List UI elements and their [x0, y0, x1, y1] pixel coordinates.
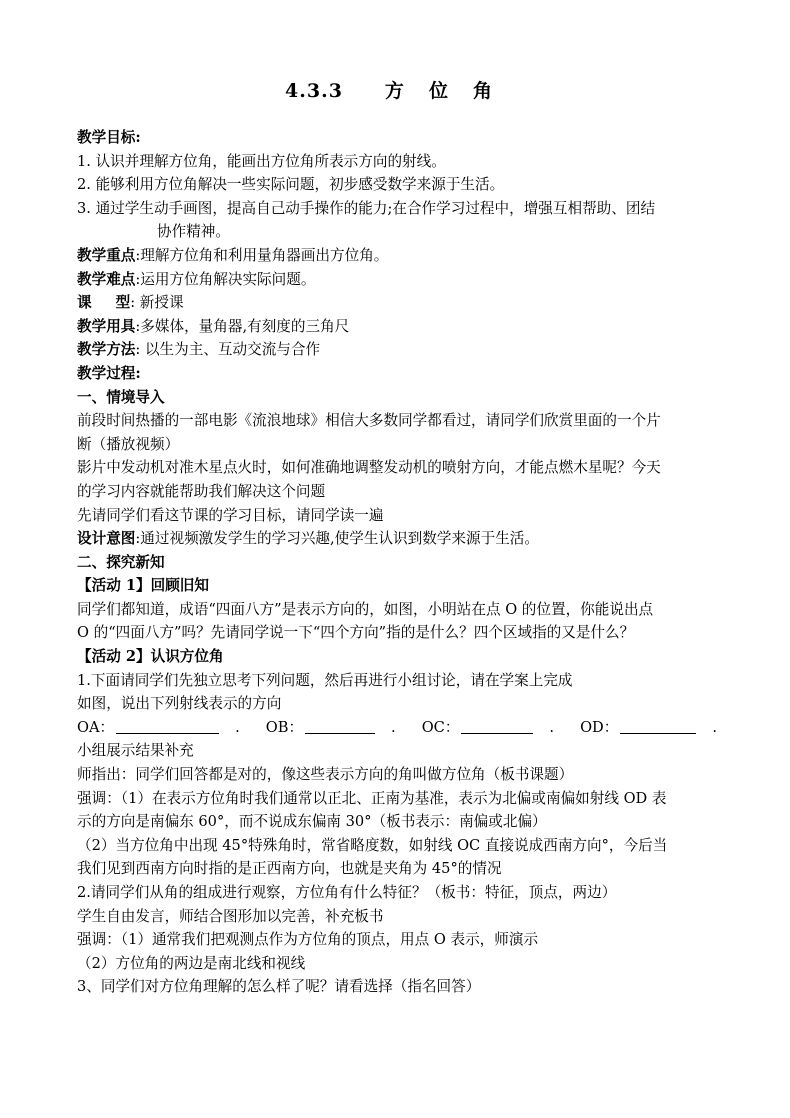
teaching-tools: 教学用具:多媒体，量角器,有刻度的三角尺	[77, 317, 350, 335]
paragraph-line: 小组展示结果补充	[77, 742, 194, 760]
paragraph-line: 前段时间热播的一部电影《流浪地球》相信大多数同学都看过，请同学们欣赏里面的一个片	[77, 412, 661, 430]
key-point: 教学重点:理解方位角和利用量角器画出方位角。	[77, 246, 389, 264]
paragraph-line: 学生自由发言，师结合图形加以完善，补充板书	[77, 907, 384, 925]
paragraph-line: 我们见到西南方向时指的是正西南方向，也就是夹角为 45°的情况	[77, 860, 502, 878]
od-answer-blank[interactable]	[620, 718, 696, 734]
design-intent: 设计意图:通过视频激发学生的学习兴趣,使学生认识到数学来源于生活。	[77, 530, 539, 548]
lesson-type: 课 型: 新授课	[77, 294, 184, 312]
section-heading: 一、情境导入	[77, 388, 165, 406]
goal-line: 2. 能够利用方位角解决一些实际问题，初步感受数学来源于生活。	[77, 176, 505, 194]
process-heading: 教学过程:	[77, 364, 141, 382]
difficulty-point: 教学难点:运用方位角解决实际问题。	[77, 270, 316, 288]
goal-line: 3. 通过学生动手画图，提高自己动手操作的能力;在合作学习过程中，增强互相帮助、团结	[77, 199, 656, 217]
paragraph-line: 强调：（1）在表示方位角时我们通常以正北、正南为基准，表示为北偏或南偏如射线 OD 表	[77, 789, 667, 807]
paragraph-line: （2）方位角的两边是南北线和视线	[77, 954, 306, 972]
paragraph-line: 如图，说出下列射线表示的方向	[77, 695, 282, 713]
paragraph-line: 强调：（1）通常我们把观测点作为方位角的顶点，用点 O 表示，师演示	[77, 931, 539, 949]
paragraph-line: 师指出：同学们回答都是对的，像这些表示方向的角叫做方位角（板书课题）	[77, 766, 574, 784]
activity-heading: 【活动 2】认识方位角	[77, 648, 224, 666]
paragraph-line: 先请同学们看这节课的学习目标，请同学读一遍	[77, 506, 384, 524]
document-body	[77, 126, 722, 999]
ob-answer-blank[interactable]	[305, 718, 375, 734]
section-heading: 二、探究新知	[77, 553, 165, 571]
paragraph-line: （2）当方位角中出现 45°特殊角时，常省略度数，如射线 OC 直接说成西南方向°，今后当	[77, 836, 668, 854]
goal-line: 1. 认识并理解方位角，能画出方位角所表示方向的射线。	[77, 152, 446, 170]
paragraph-line: 同学们都知道，成语“四面八方”是表示方向的，如图，小明站在点 O 的位置，你能说出点	[77, 600, 654, 618]
paragraph-line: 断（播放视频）	[77, 435, 180, 453]
paragraph-line: 2.请同学们从角的组成进行观察，方位角有什么特征？（板书：特征，顶点，两边）	[77, 884, 617, 901]
paragraph-line: 影片中发动机对准木星点火时，如何准确地调整发动机的喷射方向，才能点燃木星呢？今天	[77, 459, 661, 477]
ray-answer-row: OA： . OB： . OC： . OD： .	[77, 718, 717, 736]
paragraph-line: 的学习内容就能帮助我们解决这个问题	[77, 482, 326, 500]
paragraph-line: 3、同学们对方位角理解的怎么样了呢？请看选择（指名回答）	[77, 978, 481, 996]
paragraph-line: 示的方向是南偏东 60°，而不说成东偏南 30°（板书表示：南偏或北偏）	[77, 813, 547, 831]
paragraph-line: O 的“四面八方”吗？先请同学说一下“四个方向”指的是什么？四个区域指的又是什么？	[77, 624, 635, 642]
page-title: 4.3.3 方 位 角	[285, 80, 493, 102]
oa-answer-blank[interactable]	[116, 718, 219, 734]
paragraph-line: 1.下面请同学们先独立思考下列问题，然后再进行小组讨论，请在学案上完成	[77, 671, 573, 689]
goals-heading: 教学目标:	[77, 129, 141, 146]
oc-answer-blank[interactable]	[461, 718, 533, 734]
activity-heading: 【活动 1】回顾旧知	[77, 577, 209, 595]
goal-line: 协作精神。	[157, 223, 230, 241]
teaching-method: 教学方法: 以生为主、互动交流与合作	[77, 341, 321, 359]
